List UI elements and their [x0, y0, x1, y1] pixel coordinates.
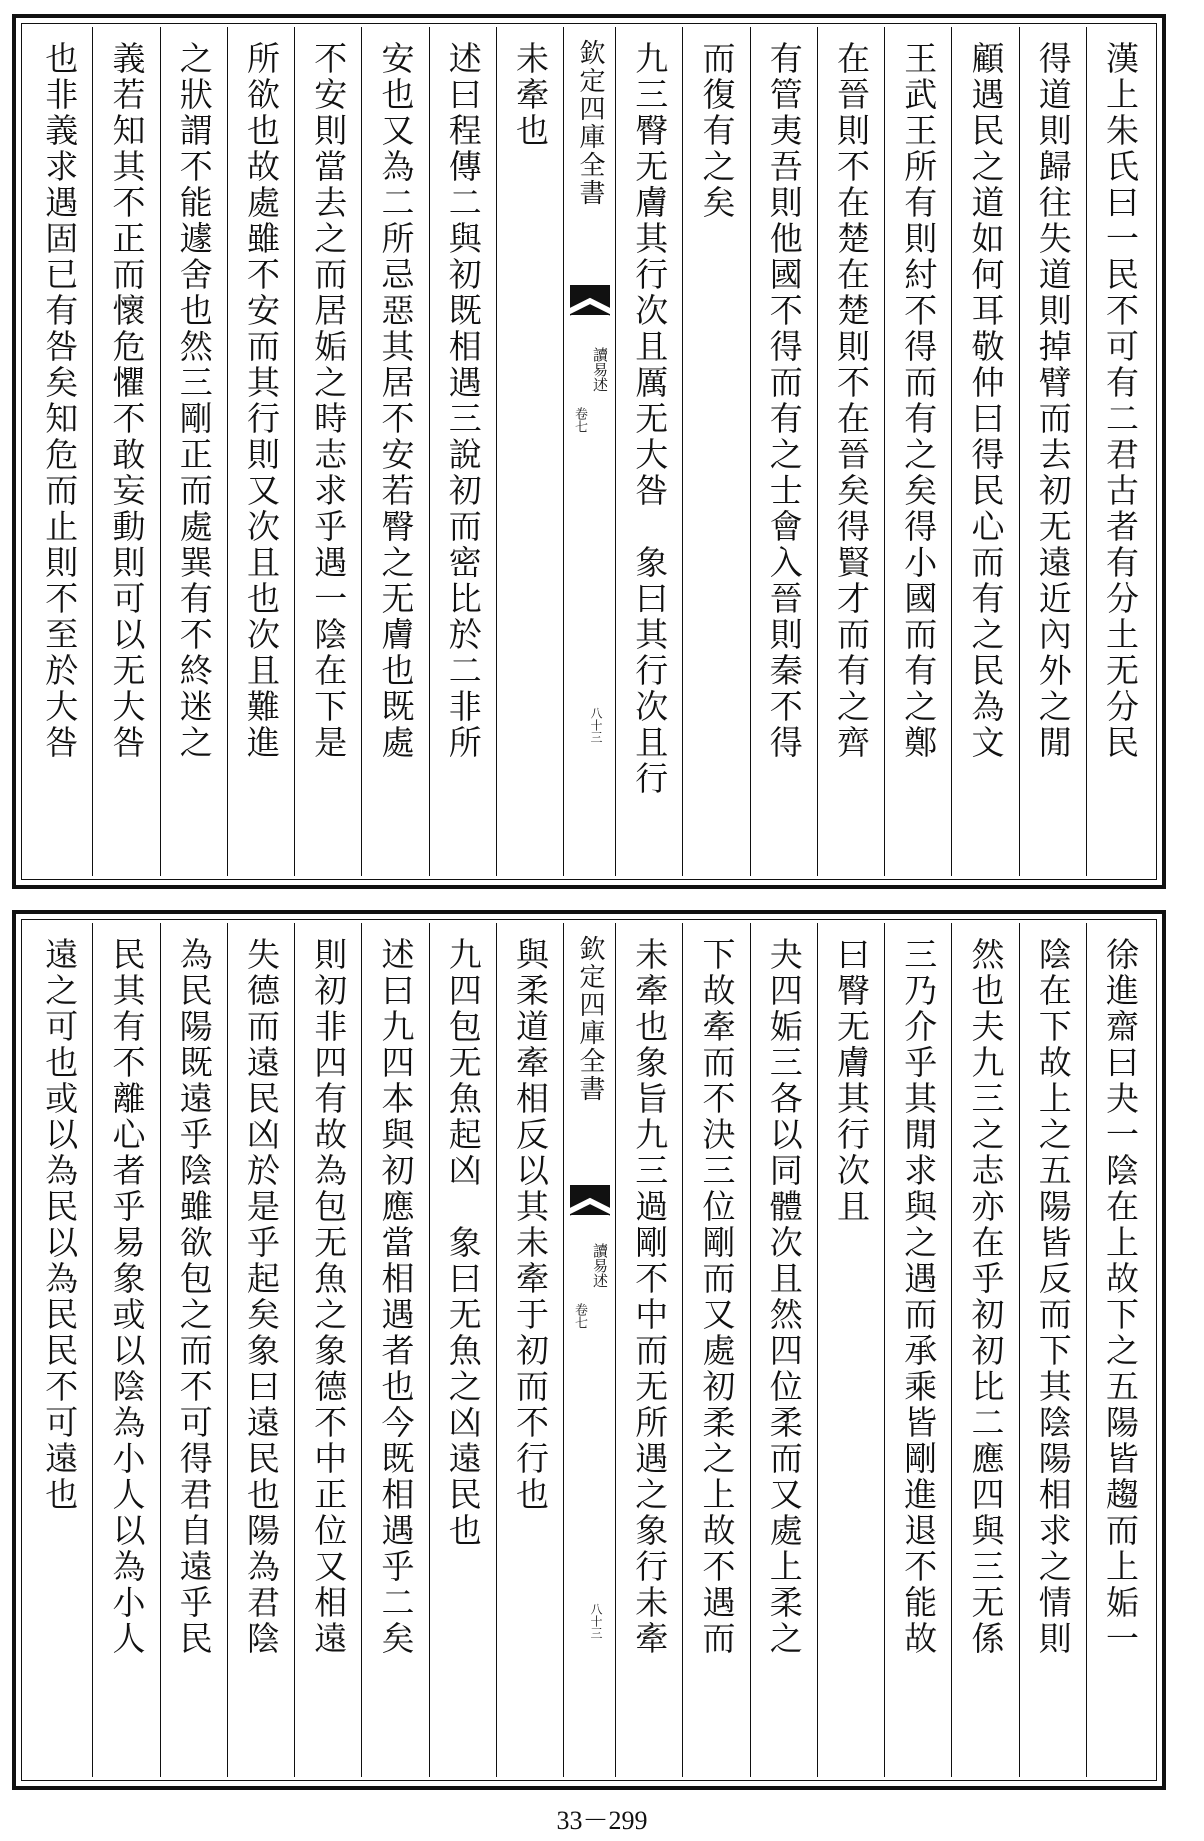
fish-tail-mark-icon: [570, 1185, 610, 1241]
column-text: 所欲也故處雖不安而其行則又次且也次且難進: [242, 41, 281, 761]
text-column: [160, 923, 227, 1777]
text-column: [429, 923, 496, 1777]
column-text: 民其有不離心者乎易象或以陰為小人以為小人: [107, 937, 147, 1657]
text-column: [951, 27, 1018, 876]
column-text: 得道則歸往失道則掉臂而去初无遠近內外之閒: [1033, 41, 1073, 761]
column-text: 漢上朱氏曰一民不可有二君古者有分土无分民: [1101, 41, 1140, 761]
text-column: [1019, 923, 1086, 1777]
column-text: 不安則當去之而居姤之時志求乎遇一陰在下是: [309, 41, 349, 761]
column-text: 夬四姤三各以同體次且然四位柔而又處上柔之: [764, 937, 804, 1657]
column-text: 述曰九四本與初應當相遇者也今既相遇乎二矣: [376, 937, 416, 1657]
column-text: 徐進齋曰夬一陰在上故下之五陽皆趨而上姤一: [1101, 937, 1140, 1657]
text-column: [682, 27, 749, 876]
column-text: 顧遇民之道如何耳敬仲曰得民心而有之民為文: [966, 41, 1006, 761]
text-column: [1019, 27, 1086, 876]
column-text: 則初非四有故為包无魚之象德不中正位又相遠: [309, 937, 349, 1657]
text-column: [25, 27, 92, 876]
text-column: [294, 27, 361, 876]
text-column: [884, 27, 951, 876]
upper-columns: [25, 27, 1153, 876]
book-subtitle: 讀易述: [591, 1243, 609, 1288]
column-text: 為民陽既遠乎陰雖欲包之而不可得君自遠乎民: [174, 937, 214, 1657]
book-title: 欽定四庫全書: [575, 935, 605, 1103]
column-text: 失德而遠民凶於是乎起矣象曰遠民也陽為君陰: [242, 937, 281, 1657]
text-column: [294, 923, 361, 1777]
spine-column: [563, 27, 615, 876]
book-title: 欽定四庫全書: [575, 39, 605, 207]
text-column: [496, 27, 563, 876]
column-text: 而復有之矣: [697, 41, 737, 221]
column-text: 九四包无魚起凶 象曰无魚之凶遠民也: [443, 937, 483, 1549]
text-column: [361, 923, 428, 1777]
text-column: [817, 27, 884, 876]
text-column: [615, 27, 682, 876]
lower-page: [12, 910, 1166, 1790]
text-column: [429, 27, 496, 876]
book-subtitle: 讀易述: [591, 347, 609, 392]
volume-label: 卷七: [572, 407, 587, 433]
column-text: 義若知其不正而懷危懼不敢妄動則可以无大咎: [107, 41, 147, 761]
text-column: [615, 923, 682, 1777]
column-text: 曰臀无膚其行次且: [832, 937, 871, 1225]
leaf-number: 八十三: [589, 1603, 603, 1639]
column-text: 三乃介乎其閒求與之遇而承乘皆剛進退不能故: [899, 937, 939, 1657]
text-column: [160, 27, 227, 876]
text-column: [25, 923, 92, 1777]
leaf-number: 八十三: [589, 707, 603, 743]
fish-tail-mark-icon: [570, 285, 610, 341]
text-column: [227, 27, 294, 876]
text-column: [92, 27, 159, 876]
column-text: 王武王所有則紂不得而有之矣得小國而有之鄭: [899, 41, 939, 761]
lower-columns: [25, 923, 1153, 1777]
column-text: 未牽也: [511, 41, 550, 149]
column-text: 與柔道牽相反以其未牽于初而不行也: [511, 937, 550, 1513]
text-column: [750, 923, 817, 1777]
text-column: [682, 923, 749, 1777]
text-column: [1086, 27, 1153, 876]
column-text: 九三臀无膚其行次且厲无大咎 象曰其行次且行: [630, 41, 670, 797]
column-text: 遠之可也或以為民以為民民不可遠也: [40, 937, 80, 1513]
column-text: 陰在下故上之五陽皆反而下其陰陽相求之情則: [1033, 937, 1073, 1657]
column-text: 之狀謂不能遽舍也然三剛正而處巽有不終迷之: [174, 41, 214, 761]
text-column: [496, 923, 563, 1777]
column-text: 在晉則不在楚在楚則不在晉矣得賢才而有之齊: [832, 41, 871, 761]
column-text: 述曰程傳二與初既相遇三說初而密比於二非所: [443, 41, 483, 761]
text-column: [817, 923, 884, 1777]
column-text: 有管夷吾則他國不得而有之士會入晉則秦不得: [764, 41, 804, 761]
page-number: 33－299: [556, 1806, 648, 1835]
text-column: [1086, 923, 1153, 1777]
volume-label: 卷七: [572, 1303, 587, 1329]
text-column: [951, 923, 1018, 1777]
column-text: 也非義求遇固已有咎矣知危而止則不至於大咎: [40, 41, 80, 761]
column-text: 安也又為二所忌惡其居不安若臀之无膚也既處: [376, 41, 416, 761]
text-column: [227, 923, 294, 1777]
spine-column: [563, 923, 615, 1777]
text-column: [750, 27, 817, 876]
text-column: [884, 923, 951, 1777]
column-text: 未牽也象旨九三過剛不中而无所遇之象行未牽: [630, 937, 670, 1657]
column-text: 下故牽而不決三位剛而又處初柔之上故不遇而: [697, 937, 737, 1657]
text-column: [92, 923, 159, 1777]
upper-page: [12, 14, 1166, 889]
column-text: 然也夫九三之志亦在乎初初比二應四與三无係: [966, 937, 1006, 1657]
text-column: [361, 27, 428, 876]
